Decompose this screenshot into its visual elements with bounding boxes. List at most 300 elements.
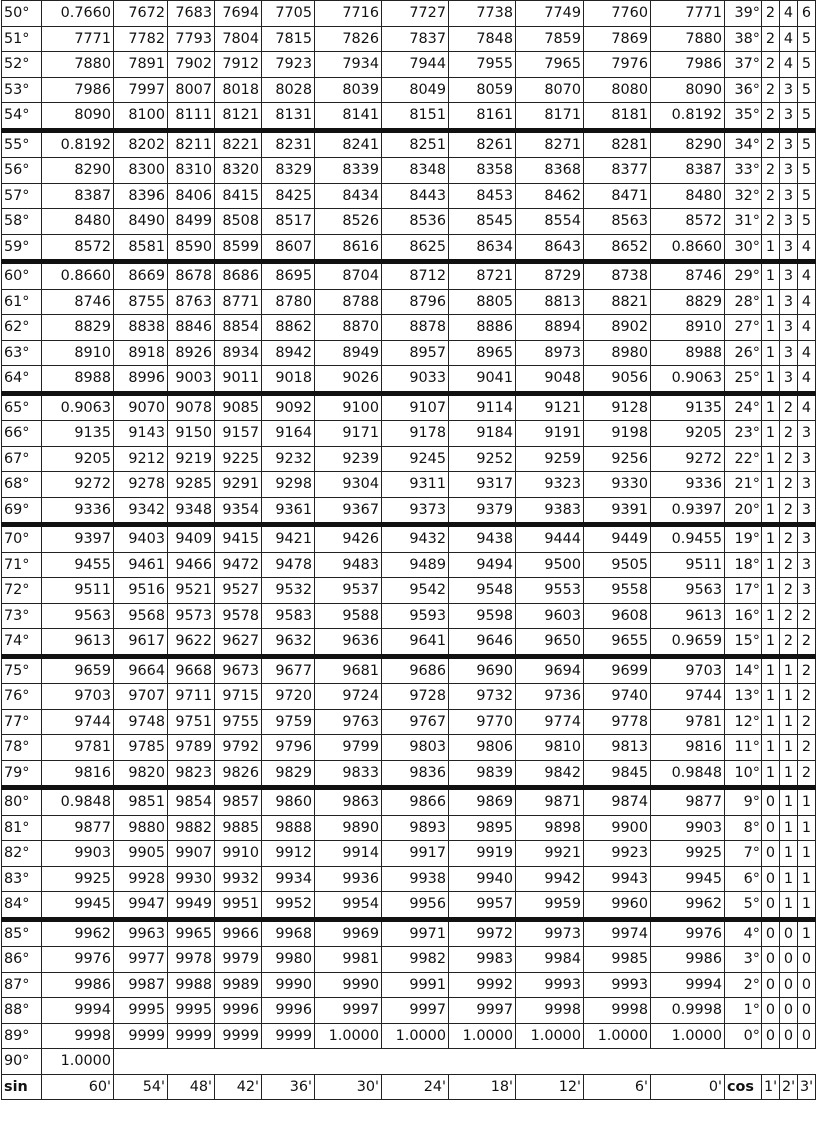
sine-value-cell: 9833 <box>315 760 382 788</box>
sine-value-cell: 7782 <box>114 26 168 52</box>
cos-degree-cell: 1° <box>725 998 762 1024</box>
sine-value-cell: 7826 <box>315 26 382 52</box>
sine-value-cell: 9842 <box>516 760 584 788</box>
sine-value-cell: 9483 <box>315 552 382 578</box>
table-row <box>2 629 816 657</box>
difference-cell: 2 <box>798 603 816 629</box>
table-row-90 <box>2 1049 816 1075</box>
sine-value-cell: 0.9063 <box>651 366 725 394</box>
sine-value-cell: 7869 <box>584 26 651 52</box>
table-row <box>2 77 816 103</box>
sine-value-cell: 8462 <box>516 183 584 209</box>
difference-cell: 1 <box>762 497 780 525</box>
sine-value-cell: 8829 <box>651 289 725 315</box>
sine-value-cell: 9048 <box>516 366 584 394</box>
sine-value-cell: 9956 <box>382 892 449 920</box>
degree-cell: 77° <box>2 709 42 735</box>
cos-degree-cell: 32° <box>725 183 762 209</box>
cos-degree-cell: 9° <box>725 788 762 816</box>
sine-value-cell: 8480 <box>42 209 114 235</box>
table-row <box>2 525 816 553</box>
sine-value-cell: 9563 <box>651 578 725 604</box>
sine-value-cell: 9996 <box>262 998 315 1024</box>
degree-cell: 83° <box>2 866 42 892</box>
difference-cell: 3 <box>780 262 798 290</box>
degree-cell: 68° <box>2 472 42 498</box>
sine-value-cell: 8536 <box>382 209 449 235</box>
sine-value-cell: 9143 <box>114 421 168 447</box>
sine-value-cell: 9707 <box>114 684 168 710</box>
degree-cell: 52° <box>2 52 42 78</box>
difference-cell: 3 <box>798 552 816 578</box>
sine-value-cell: 9976 <box>651 919 725 947</box>
sine-value-cell: 9755 <box>215 709 262 735</box>
cos-degree-cell: 10° <box>725 760 762 788</box>
sine-value-cell: 9736 <box>516 684 584 710</box>
sine-value-cell: 9969 <box>315 919 382 947</box>
table-row <box>2 972 816 998</box>
sine-value-cell: 9191 <box>516 421 584 447</box>
difference-cell: 2 <box>762 1 780 27</box>
sine-value-cell: 9472 <box>215 552 262 578</box>
sine-value-cell: 8763 <box>168 289 215 315</box>
difference-cell: 3 <box>798 446 816 472</box>
sine-value-cell: 8854 <box>215 315 262 341</box>
sine-value-cell: 9986 <box>42 972 114 998</box>
sine-value-cell: 9092 <box>262 393 315 421</box>
sine-value-cell: 9816 <box>42 760 114 788</box>
sine-value-cell: 9703 <box>42 684 114 710</box>
sine-value-cell: 9959 <box>516 892 584 920</box>
sine-value-cell: 8415 <box>215 183 262 209</box>
sine-value-cell: 8616 <box>315 234 382 262</box>
degree-cell: 76° <box>2 684 42 710</box>
sine-value-cell: 9272 <box>42 472 114 498</box>
sine-value-cell: 8686 <box>215 262 262 290</box>
sine-value-cell: 9578 <box>215 603 262 629</box>
sine-value-cell: 9379 <box>449 497 516 525</box>
difference-cell: 2 <box>762 77 780 103</box>
sine-value-cell: 9500 <box>516 552 584 578</box>
sine-value-cell: 9720 <box>262 684 315 710</box>
sine-value-cell: 9542 <box>382 578 449 604</box>
difference-cell: 1 <box>762 684 780 710</box>
sine-value-cell: 9694 <box>516 656 584 684</box>
sine-value-cell: 9259 <box>516 446 584 472</box>
sine-value-cell: 8090 <box>42 103 114 131</box>
difference-cell: 2 <box>798 629 816 657</box>
sine-value-cell: 9748 <box>114 709 168 735</box>
sine-value-cell: 9225 <box>215 446 262 472</box>
sine-value-cell: 7955 <box>449 52 516 78</box>
sine-value-cell: 9583 <box>262 603 315 629</box>
sine-value-cell: 9990 <box>315 972 382 998</box>
sine-value-cell: 7815 <box>262 26 315 52</box>
sine-value-cell: 8669 <box>114 262 168 290</box>
sine-value-cell: 7848 <box>449 26 516 52</box>
sine-value-cell: 9820 <box>114 760 168 788</box>
cos-degree-cell: 29° <box>725 262 762 290</box>
cos-degree-cell: 14° <box>725 656 762 684</box>
difference-cell: 2 <box>762 103 780 131</box>
difference-cell: 1 <box>780 735 798 761</box>
difference-cell: 0 <box>762 1023 780 1049</box>
sine-value-cell: 9979 <box>215 947 262 973</box>
sine-value-cell: 9796 <box>262 735 315 761</box>
difference-cell: 1 <box>780 815 798 841</box>
sine-value-cell: 8796 <box>382 289 449 315</box>
difference-cell: 0 <box>762 866 780 892</box>
sine-value-cell: 9432 <box>382 525 449 553</box>
cos-degree-cell: 15° <box>725 629 762 657</box>
difference-cell: 1 <box>780 760 798 788</box>
sine-value-cell: 9461 <box>114 552 168 578</box>
sine-value-cell: 8643 <box>516 234 584 262</box>
degree-cell: 80° <box>2 788 42 816</box>
difference-cell: 1 <box>798 919 816 947</box>
sine-value-cell: 9995 <box>168 998 215 1024</box>
table-row <box>2 841 816 867</box>
sine-value-cell: 9128 <box>584 393 651 421</box>
difference-cell: 5 <box>798 158 816 184</box>
sine-value-cell: 9617 <box>114 629 168 657</box>
degree-cell: 64° <box>2 366 42 394</box>
sine-value-cell: 9409 <box>168 525 215 553</box>
table-row <box>2 130 816 158</box>
sine-value-cell: 9999 <box>262 1023 315 1049</box>
degree-cell: 81° <box>2 815 42 841</box>
sine-value-cell: 8320 <box>215 158 262 184</box>
cos-degree-cell: 22° <box>725 446 762 472</box>
sine-value-cell: 9928 <box>114 866 168 892</box>
difference-cell: 2 <box>762 183 780 209</box>
sine-value-cell: 9994 <box>651 972 725 998</box>
sine-value-cell: 9845 <box>584 760 651 788</box>
sine-value-cell: 9826 <box>215 760 262 788</box>
sine-value-cell: 8049 <box>382 77 449 103</box>
sine-value-cell: 9999 <box>114 1023 168 1049</box>
sine-value-cell: 8746 <box>651 262 725 290</box>
difference-cell: 0 <box>762 788 780 816</box>
difference-cell: 0 <box>762 919 780 947</box>
difference-cell: 1 <box>780 866 798 892</box>
sine-value-cell: 9078 <box>168 393 215 421</box>
sine-value-cell: 7771 <box>651 1 725 27</box>
sine-value-cell: 8443 <box>382 183 449 209</box>
sine-value-cell: 9668 <box>168 656 215 684</box>
sine-value-cell: 8926 <box>168 340 215 366</box>
sine-value-cell: 9998 <box>42 1023 114 1049</box>
sine-value-cell: 9994 <box>42 998 114 1024</box>
table-row <box>2 788 816 816</box>
sine-value-cell: 9403 <box>114 525 168 553</box>
sine-value-cell: 7976 <box>584 52 651 78</box>
sine-value-cell: 7716 <box>315 1 382 27</box>
difference-cell: 4 <box>780 52 798 78</box>
sine-value-cell: 9135 <box>42 421 114 447</box>
degree-cell: 50° <box>2 1 42 27</box>
sine-value-cell: 9895 <box>449 815 516 841</box>
sine-value-cell: 7891 <box>114 52 168 78</box>
difference-cell: 2 <box>780 421 798 447</box>
difference-cell: 5 <box>798 77 816 103</box>
difference-cell: 1 <box>762 262 780 290</box>
sine-value-cell: 9622 <box>168 629 215 657</box>
sine-value-cell: 8738 <box>584 262 651 290</box>
sine-value-cell: 8310 <box>168 158 215 184</box>
sine-value-cell: 0.8660 <box>651 234 725 262</box>
difference-cell: 2 <box>762 26 780 52</box>
sine-value-cell: 9527 <box>215 578 262 604</box>
sine-value-cell: 9880 <box>114 815 168 841</box>
table-row <box>2 919 816 947</box>
difference-cell: 3 <box>780 130 798 158</box>
difference-cell: 0 <box>780 972 798 998</box>
sine-value-cell: 9951 <box>215 892 262 920</box>
degree-cell: 60° <box>2 262 42 290</box>
sine-value-cell: 9877 <box>651 788 725 816</box>
sine-value-cell: 8100 <box>114 103 168 131</box>
sine-value-cell: 0.7660 <box>42 1 114 27</box>
sine-value-cell: 8996 <box>114 366 168 394</box>
sine-value-cell: 9650 <box>516 629 584 657</box>
sine-value-cell: 8846 <box>168 315 215 341</box>
sine-value-cell: 8934 <box>215 340 262 366</box>
sine-value-cell: 9885 <box>215 815 262 841</box>
cos-degree-cell: 39° <box>725 1 762 27</box>
sine-value-cell: 9930 <box>168 866 215 892</box>
sine-value-cell: 9998 <box>516 998 584 1024</box>
sine-value-cell: 1.0000 <box>42 1049 114 1075</box>
sine-value-cell: 9336 <box>42 497 114 525</box>
sine-value-cell: 8965 <box>449 340 516 366</box>
difference-cell: 2 <box>798 684 816 710</box>
sine-value-cell: 1.0000 <box>651 1023 725 1049</box>
sine-value-cell: 7749 <box>516 1 584 27</box>
sine-value-cell: 9945 <box>651 866 725 892</box>
sine-value-cell: 9973 <box>516 919 584 947</box>
cos-degree-cell: 26° <box>725 340 762 366</box>
sine-value-cell: 9655 <box>584 629 651 657</box>
sine-value-cell: 9810 <box>516 735 584 761</box>
sine-value-cell: 8499 <box>168 209 215 235</box>
sine-value-cell: 8221 <box>215 130 262 158</box>
sine-value-cell: 8910 <box>651 315 725 341</box>
sine-value-cell: 9978 <box>168 947 215 973</box>
sine-value-cell: 8886 <box>449 315 516 341</box>
difference-cell: 3 <box>780 158 798 184</box>
sine-value-cell: 9033 <box>382 366 449 394</box>
difference-cell: 2 <box>780 497 798 525</box>
sine-value-cell: 8894 <box>516 315 584 341</box>
sine-value-cell: 9792 <box>215 735 262 761</box>
difference-cell: 0 <box>762 972 780 998</box>
sine-value-cell: 9936 <box>315 866 382 892</box>
minute-label: 54' <box>114 1074 168 1100</box>
difference-cell: 4 <box>798 340 816 366</box>
sine-value-cell: 9198 <box>584 421 651 447</box>
sine-value-cell: 1.0000 <box>382 1023 449 1049</box>
minute-label: 24' <box>382 1074 449 1100</box>
difference-cell: 0 <box>798 972 816 998</box>
sine-value-cell: 9882 <box>168 815 215 841</box>
sine-value-cell: 0.9659 <box>651 629 725 657</box>
difference-cell: 1 <box>780 684 798 710</box>
sine-value-cell: 9921 <box>516 841 584 867</box>
difference-cell: 1 <box>762 656 780 684</box>
sine-value-cell: 9114 <box>449 393 516 421</box>
degree-cell: 65° <box>2 393 42 421</box>
table-row <box>2 709 816 735</box>
difference-cell: 1 <box>798 788 816 816</box>
degree-cell: 84° <box>2 892 42 920</box>
sine-value-cell: 9553 <box>516 578 584 604</box>
sine-value-cell: 7934 <box>315 52 382 78</box>
degree-cell: 67° <box>2 446 42 472</box>
sine-value-cell: 8625 <box>382 234 449 262</box>
sine-value-cell: 9121 <box>516 393 584 421</box>
sine-value-cell: 9212 <box>114 446 168 472</box>
sine-value-cell: 8090 <box>651 77 725 103</box>
degree-cell: 72° <box>2 578 42 604</box>
difference-cell: 2 <box>762 52 780 78</box>
difference-cell: 3 <box>798 578 816 604</box>
difference-cell: 2 <box>762 209 780 235</box>
cos-degree-cell: 12° <box>725 709 762 735</box>
table-row <box>2 760 816 788</box>
sine-value-cell: 9732 <box>449 684 516 710</box>
difference-cell: 4 <box>780 1 798 27</box>
sine-value-cell: 7923 <box>262 52 315 78</box>
sine-value-cell: 9135 <box>651 393 725 421</box>
difference-cell: 1 <box>762 446 780 472</box>
difference-cell: 1 <box>762 735 780 761</box>
table-row <box>2 393 816 421</box>
sine-value-cell: 8290 <box>42 158 114 184</box>
difference-cell: 1 <box>780 709 798 735</box>
sine-value-cell: 8281 <box>584 130 651 158</box>
sine-value-cell: 8526 <box>315 209 382 235</box>
sine-value-cell: 9298 <box>262 472 315 498</box>
sine-value-cell: 7986 <box>651 52 725 78</box>
degree-cell: 57° <box>2 183 42 209</box>
sine-value-cell: 8607 <box>262 234 315 262</box>
sine-value-cell: 9857 <box>215 788 262 816</box>
sine-value-cell: 0.9063 <box>42 393 114 421</box>
sine-value-cell: 9588 <box>315 603 382 629</box>
sine-value-cell: 9232 <box>262 446 315 472</box>
cos-degree-cell: 20° <box>725 497 762 525</box>
sine-value-cell: 9966 <box>215 919 262 947</box>
difference-cell: 2 <box>780 629 798 657</box>
cos-degree-cell: 7° <box>725 841 762 867</box>
cos-degree-cell: 35° <box>725 103 762 131</box>
sine-value-cell: 8480 <box>651 183 725 209</box>
sine-value-cell: 8241 <box>315 130 382 158</box>
difference-cell: 2 <box>798 656 816 684</box>
degree-cell: 74° <box>2 629 42 657</box>
sine-value-cell: 8771 <box>215 289 262 315</box>
difference-cell: 3 <box>780 103 798 131</box>
sine-value-cell: 9990 <box>262 972 315 998</box>
sine-value-cell: 9903 <box>651 815 725 841</box>
table-row <box>2 1 816 27</box>
sine-value-cell: 9438 <box>449 525 516 553</box>
cos-degree-cell: 0° <box>725 1023 762 1049</box>
difference-cell: 1 <box>780 788 798 816</box>
sine-value-cell: 9957 <box>449 892 516 920</box>
sine-value-cell: 9789 <box>168 735 215 761</box>
difference-cell: 1 <box>762 472 780 498</box>
sine-value-cell: 0.8192 <box>651 103 725 131</box>
sine-value-cell: 9971 <box>382 919 449 947</box>
sine-value-cell: 0.8660 <box>42 262 114 290</box>
sine-value-cell: 8161 <box>449 103 516 131</box>
sine-value-cell: 9681 <box>315 656 382 684</box>
sine-value-cell: 8471 <box>584 183 651 209</box>
difference-cell: 0 <box>762 841 780 867</box>
sine-value-cell: 7880 <box>651 26 725 52</box>
sine-value-cell: 8425 <box>262 183 315 209</box>
sine-value-cell: 8910 <box>42 340 114 366</box>
minute-label: 6' <box>584 1074 651 1100</box>
degree-cell: 53° <box>2 77 42 103</box>
sine-value-cell: 9763 <box>315 709 382 735</box>
difference-cell: 3 <box>780 315 798 341</box>
sine-value-cell: 9987 <box>114 972 168 998</box>
table-row <box>2 578 816 604</box>
sine-value-cell: 9866 <box>382 788 449 816</box>
cos-degree-cell: 37° <box>725 52 762 78</box>
sine-value-cell: 9728 <box>382 684 449 710</box>
sine-value-cell: 9085 <box>215 393 262 421</box>
sine-value-cell: 9799 <box>315 735 382 761</box>
sine-value-cell: 9568 <box>114 603 168 629</box>
sine-value-cell: 9903 <box>42 841 114 867</box>
sine-value-cell: 9291 <box>215 472 262 498</box>
difference-cell: 1 <box>762 760 780 788</box>
sine-value-cell: 9774 <box>516 709 584 735</box>
degree-cell: 82° <box>2 841 42 867</box>
sine-value-cell: 9983 <box>449 947 516 973</box>
sine-value-cell: 9919 <box>449 841 516 867</box>
difference-cell: 4 <box>798 315 816 341</box>
sine-value-cell: 8634 <box>449 234 516 262</box>
sine-value-cell: 9627 <box>215 629 262 657</box>
sine-value-cell: 0.8192 <box>42 130 114 158</box>
difference-cell: 1 <box>798 892 816 920</box>
difference-cell: 1 <box>798 815 816 841</box>
table-row <box>2 497 816 525</box>
difference-cell: 4 <box>798 262 816 290</box>
degree-cell: 61° <box>2 289 42 315</box>
sine-value-cell: 7760 <box>584 1 651 27</box>
sine-value-cell: 9171 <box>315 421 382 447</box>
difference-cell: 3 <box>780 340 798 366</box>
sine-value-cell: 9311 <box>382 472 449 498</box>
sine-value-cell: 9759 <box>262 709 315 735</box>
sine-value-cell: 9278 <box>114 472 168 498</box>
sine-value-cell: 9943 <box>584 866 651 892</box>
sine-value-cell: 9874 <box>584 788 651 816</box>
sine-value-cell: 8039 <box>315 77 382 103</box>
degree-cell: 71° <box>2 552 42 578</box>
sine-value-cell: 8434 <box>315 183 382 209</box>
difference-cell: 1 <box>780 841 798 867</box>
minute-label: 0' <box>651 1074 725 1100</box>
sine-value-cell: 9367 <box>315 497 382 525</box>
sine-value-cell: 9537 <box>315 578 382 604</box>
